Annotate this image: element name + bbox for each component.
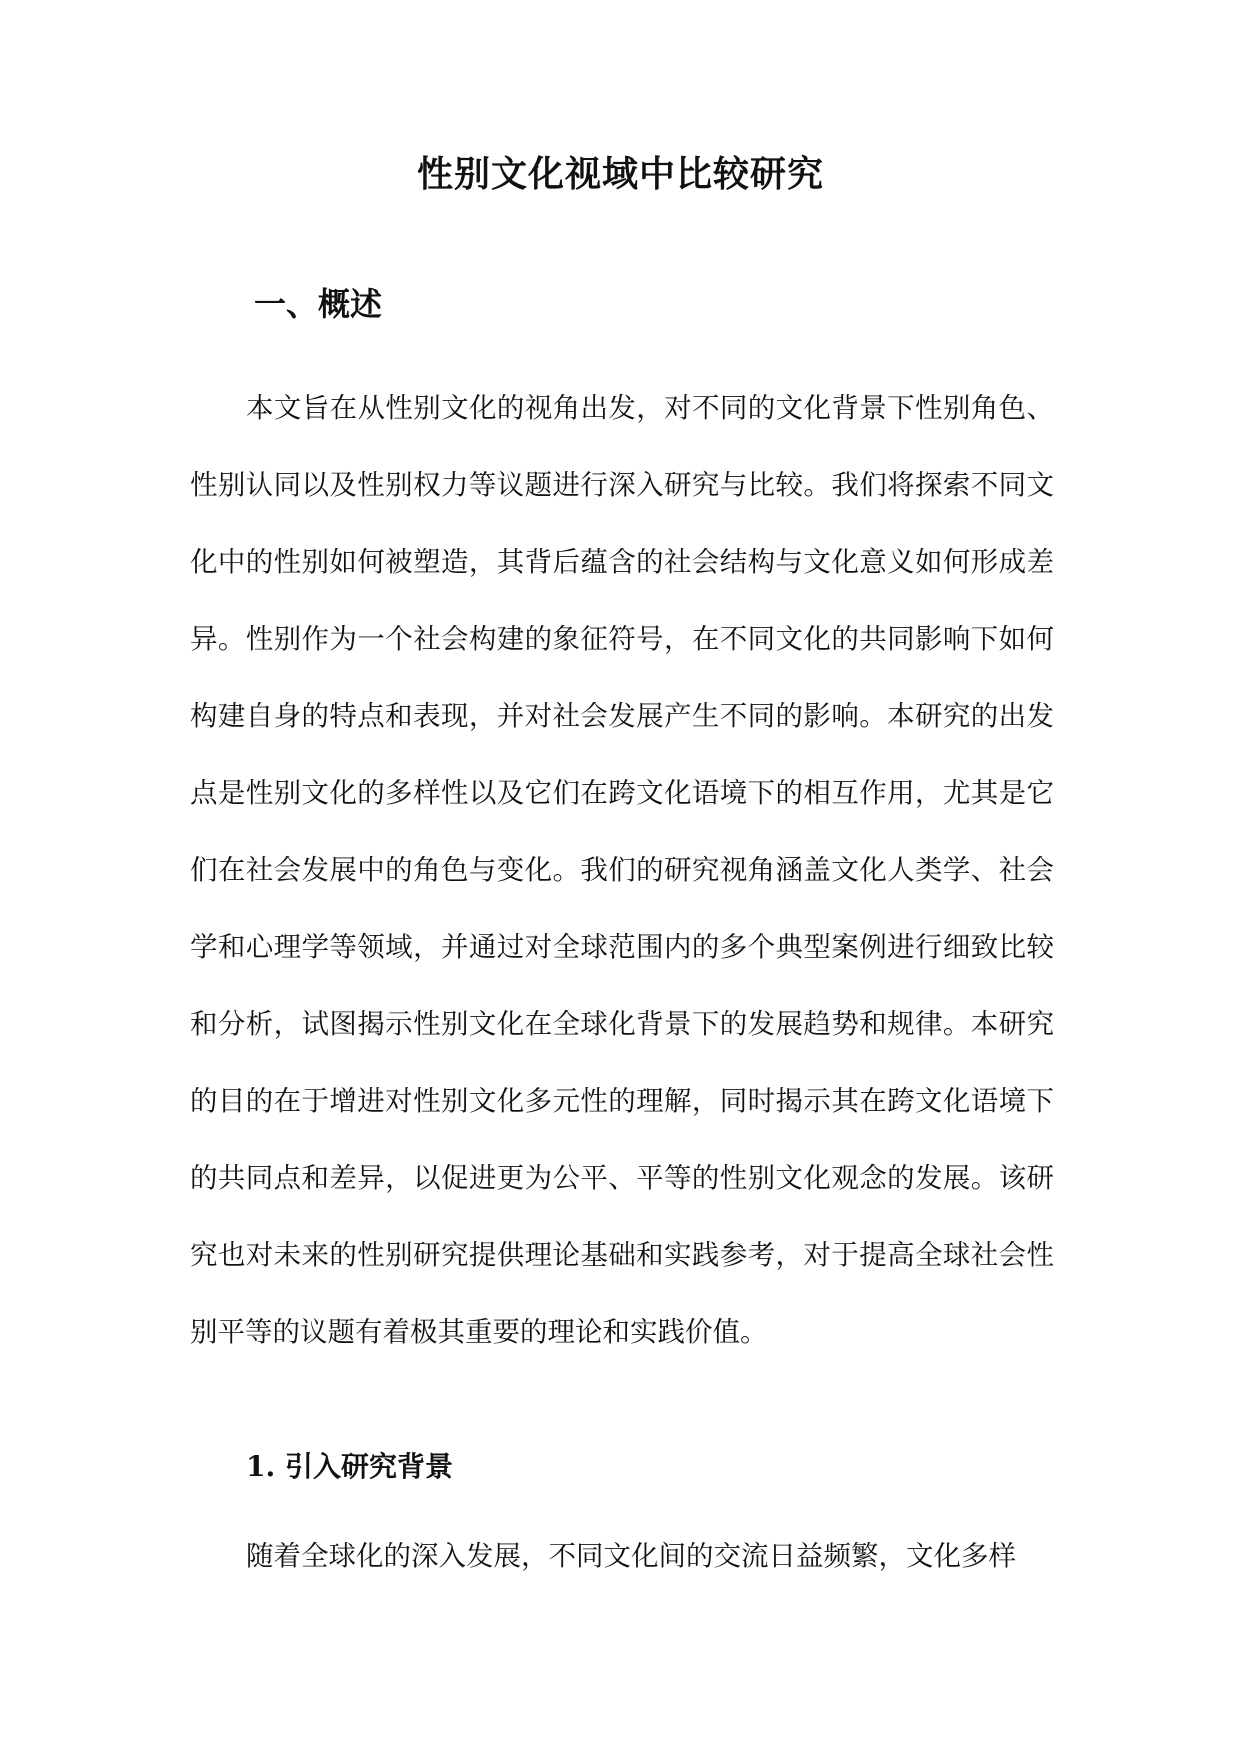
overview-paragraph: 本文旨在从性别文化的视角出发，对不同的文化背景下性别角色、性别认同以及性别权力等议题进行深入研究与比较。我们将探索不同文化中的性别如何被塑造，其背后蕴含的社会结构与文化意义如何形成差异。性别作为一个社会构建的象征符号，在不同文化的共同影响下如何构建自身的特点和表现，并对社会发展产生不同的影响。本研究的出发点是性别文化的多样性以及它们在跨文化语境下的相互作用，尤其是它们在社会发展中的角色与变化。我们的研究视角涵盖文化人类学、社会学和心理学等领域，并通过对全球范围内的多个典型案例进行细致比较和分析，试图揭示性别文化在全球化背景下的发展趋势和规律。本研究的目的在于增进对性别文化多元性的理解，同时揭示其在跨文化语境下的共同点和差异，以促进更为公平、平等的性别文化观念的发展。该研究也对未来的性别研究提供理论基础和实践参考，对于提高全球社会性别平等的议题有着极其重要的理论和实践价值。 <box>190 392 1054 1348</box>
document-title: 性别文化视域中比较研究 <box>416 153 824 195</box>
research-background-paragraph: 随着全球化的深入发展，不同文化间的交流日益频繁，文化多样 <box>246 1540 1016 1572</box>
section-heading-overview: 一、概述 <box>254 285 383 323</box>
subsection-heading-research-background: 1. 引入研究背景 <box>246 1450 453 1483</box>
